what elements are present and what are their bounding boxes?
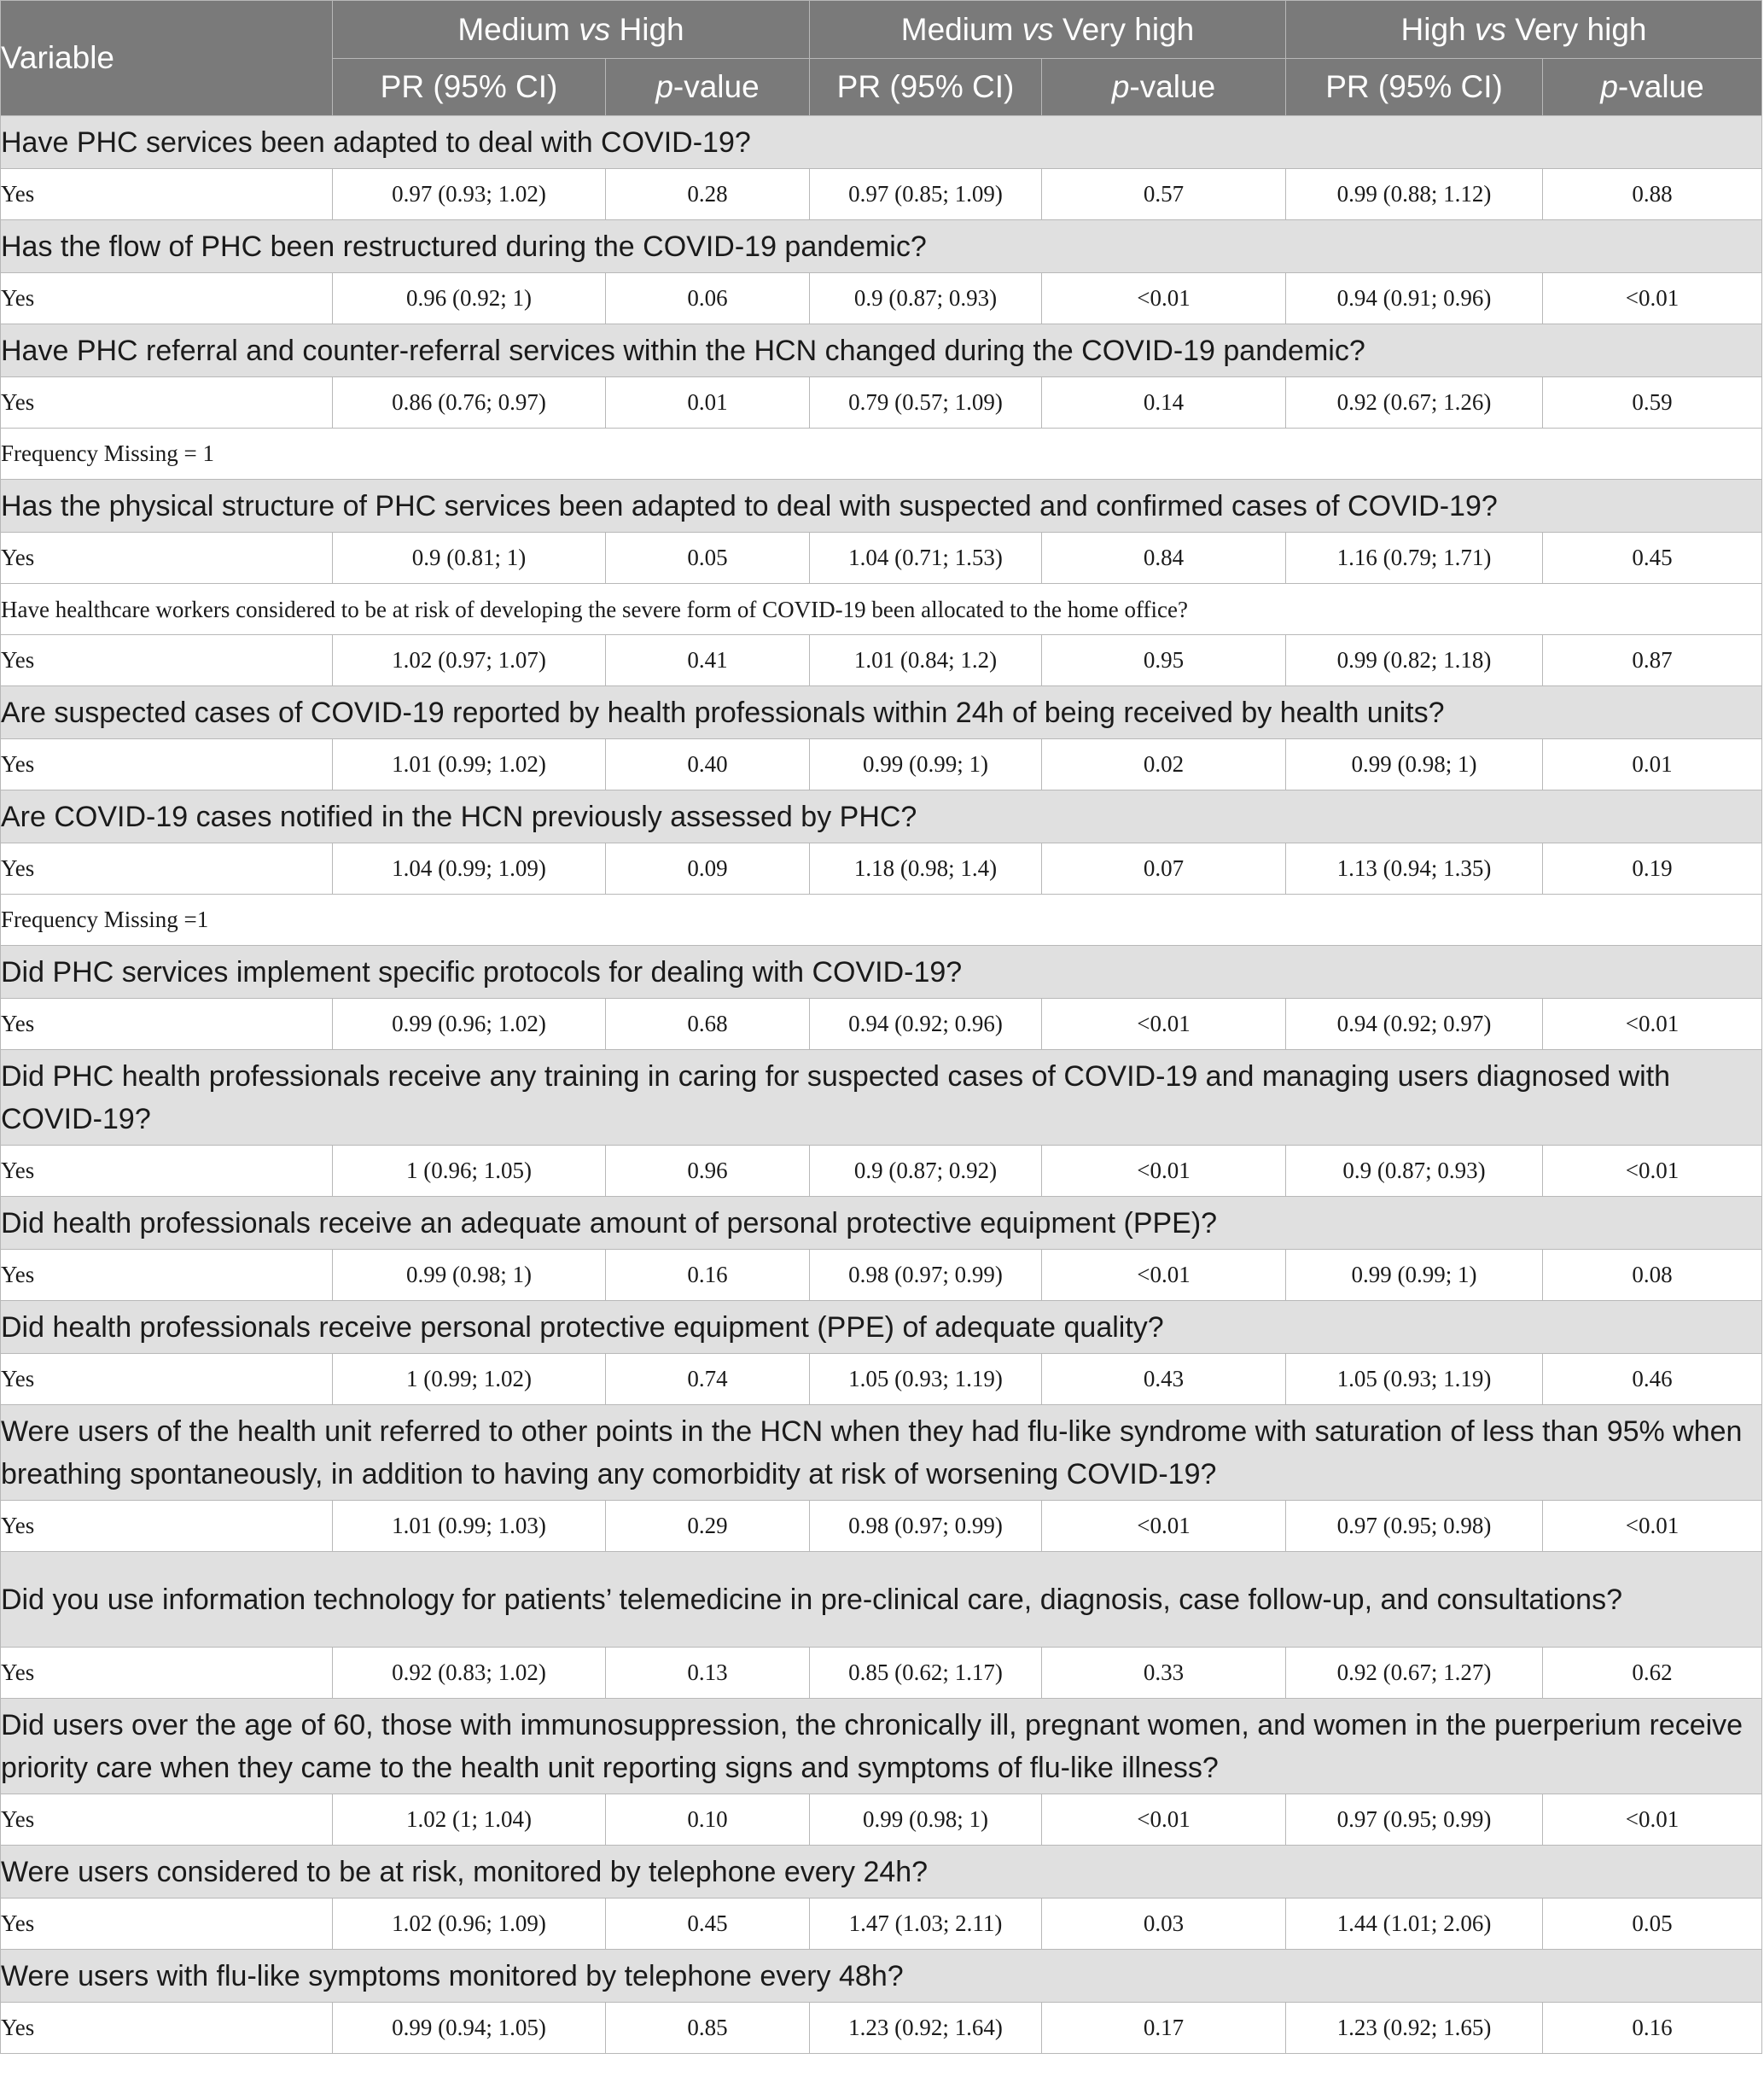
- table-row: [1, 273, 1762, 324]
- p-value-cell: <0.01: [1042, 1794, 1286, 1846]
- question-row: [1, 116, 1762, 169]
- question-row: [1, 1050, 1762, 1146]
- p-value-cell: 0.74: [606, 1354, 810, 1405]
- question-row: [1, 1950, 1762, 2003]
- p-suffix: -value: [672, 69, 760, 104]
- pr-cell: 1.04 (0.71; 1.53): [810, 533, 1042, 584]
- pr-cell: 1.01 (0.84; 1.2): [810, 635, 1042, 686]
- p-value-cell: <0.01: [1543, 1794, 1762, 1846]
- pr-cell: 0.96 (0.92; 1): [333, 273, 606, 324]
- p-value-cell: 0.02: [1042, 739, 1286, 790]
- row-label: Yes: [1, 169, 333, 220]
- p-value-cell: 0.95: [1042, 635, 1286, 686]
- pr-cell: 0.94 (0.91; 0.96): [1286, 273, 1543, 324]
- row-label: Yes: [1, 1648, 333, 1699]
- question-text: Did health professionals receive an adequate amount of personal protective equipment (PPE)?: [1, 1197, 1762, 1250]
- table-row: [1, 1648, 1762, 1699]
- question-row: [1, 1552, 1762, 1648]
- p-value-cell: <0.01: [1543, 999, 1762, 1050]
- pr-cell: 1.05 (0.93; 1.19): [1286, 1354, 1543, 1405]
- row-label: Yes: [1, 739, 333, 790]
- group-2-a: Medium: [900, 11, 1014, 47]
- p-value-cell: 0.05: [1543, 1899, 1762, 1950]
- table-row: [1, 1146, 1762, 1197]
- pr-cell: 0.86 (0.76; 0.97): [333, 377, 606, 429]
- pr-cell: 0.85 (0.62; 1.17): [810, 1648, 1042, 1699]
- p-value-cell: 0.43: [1042, 1354, 1286, 1405]
- question-text: Were users with flu-like symptoms monitored by telephone every 48h?: [1, 1950, 1762, 2003]
- group-header-1: [333, 1, 810, 59]
- p-value-cell: 0.09: [606, 843, 810, 895]
- missing-note: Frequency Missing =1: [1, 895, 1762, 946]
- p-value-cell: 0.16: [606, 1250, 810, 1301]
- p-suffix: -value: [1129, 69, 1216, 104]
- group-3-a: High: [1400, 11, 1466, 47]
- question-text: Did you use information technology for patients’ telemedicine in pre-clinical care, diagnosis, case follow-up, and consultations?: [1, 1552, 1762, 1648]
- note-row: [1, 895, 1762, 946]
- p-value-cell: 0.88: [1543, 169, 1762, 220]
- p-value-cell: <0.01: [1543, 273, 1762, 324]
- question-row: [1, 220, 1762, 273]
- pr-cell: 0.92 (0.67; 1.26): [1286, 377, 1543, 429]
- p-value-cell: <0.01: [1042, 999, 1286, 1050]
- p-value-cell: 0.13: [606, 1648, 810, 1699]
- pr-cell: 0.97 (0.95; 0.98): [1286, 1501, 1543, 1552]
- p-value-header: [1543, 59, 1762, 116]
- pr-cell: 0.97 (0.93; 1.02): [333, 169, 606, 220]
- pr-cell: 0.94 (0.92; 0.96): [810, 999, 1042, 1050]
- group-1-vs: vs: [579, 11, 611, 47]
- pr-cell: 0.97 (0.95; 0.99): [1286, 1794, 1543, 1846]
- p-value-cell: <0.01: [1543, 1146, 1762, 1197]
- group-3-vs: vs: [1474, 11, 1506, 47]
- pr-cell: 0.92 (0.83; 1.02): [333, 1648, 606, 1699]
- question-text: Have PHC referral and counter-referral services within the HCN changed during the COVID-19 pandemic?: [1, 324, 1762, 377]
- table-row: [1, 1354, 1762, 1405]
- pr-cell: 1.04 (0.99; 1.09): [333, 843, 606, 895]
- header-row-groups: [1, 1, 1762, 59]
- p-value-cell: 0.29: [606, 1501, 810, 1552]
- row-label: Yes: [1, 377, 333, 429]
- p-value-cell: 0.68: [606, 999, 810, 1050]
- pr-cell: 0.99 (0.99; 1): [810, 739, 1042, 790]
- row-label: Yes: [1, 1794, 333, 1846]
- question-text: Were users of the health unit referred to other points in the HCN when they had flu-like syndrome with saturation of less than 95% when breathing spontaneously, in addition to having any comorbidity at risk of worsening COVID-19?: [1, 1405, 1762, 1501]
- pr-cell: 1.23 (0.92; 1.64): [810, 2003, 1042, 2054]
- p-value-cell: 0.85: [606, 2003, 810, 2054]
- pr-cell: 1.02 (0.96; 1.09): [333, 1899, 606, 1950]
- group-1-a: Medium: [457, 11, 570, 47]
- table-row: [1, 1794, 1762, 1846]
- pr-cell: 0.94 (0.92; 0.97): [1286, 999, 1543, 1050]
- table-body: [1, 116, 1762, 2054]
- table-row: [1, 533, 1762, 584]
- pr-cell: 0.9 (0.87; 0.93): [810, 273, 1042, 324]
- table-row: [1, 2003, 1762, 2054]
- group-1-b: High: [619, 11, 684, 47]
- p-value-cell: 0.19: [1543, 843, 1762, 895]
- pr-cell: 0.99 (0.82; 1.18): [1286, 635, 1543, 686]
- question-text: Have PHC services been adapted to deal with COVID-19?: [1, 116, 1762, 169]
- question-text: Has the flow of PHC been restructured during the COVID-19 pandemic?: [1, 220, 1762, 273]
- row-label: Yes: [1, 1501, 333, 1552]
- question-row: [1, 946, 1762, 999]
- table-row: [1, 739, 1762, 790]
- pr-header: PR (95% CI): [333, 59, 606, 116]
- p-value-cell: 0.59: [1543, 377, 1762, 429]
- p-value-cell: 0.87: [1543, 635, 1762, 686]
- question-text: Are COVID-19 cases notified in the HCN previously assessed by PHC?: [1, 790, 1762, 843]
- group-3-b: Very high: [1515, 11, 1647, 47]
- p-value-cell: <0.01: [1042, 1250, 1286, 1301]
- pr-cell: 1.01 (0.99; 1.03): [333, 1501, 606, 1552]
- p-letter: p: [1111, 69, 1130, 104]
- question-text: Has the physical structure of PHC services been adapted to deal with suspected and confirmed cases of COVID-19?: [1, 480, 1762, 533]
- pr-cell: 0.99 (0.96; 1.02): [333, 999, 606, 1050]
- row-label: Yes: [1, 273, 333, 324]
- table-row: [1, 1501, 1762, 1552]
- pr-cell: 1 (0.99; 1.02): [333, 1354, 606, 1405]
- p-value-cell: 0.45: [606, 1899, 810, 1950]
- question-row: [1, 686, 1762, 739]
- p-value-cell: 0.41: [606, 635, 810, 686]
- pr-cell: 0.79 (0.57; 1.09): [810, 377, 1042, 429]
- pr-cell: 0.97 (0.85; 1.09): [810, 169, 1042, 220]
- group-2-vs: vs: [1022, 11, 1054, 47]
- p-value-cell: 0.40: [606, 739, 810, 790]
- p-value-cell: <0.01: [1042, 273, 1286, 324]
- table-row: [1, 999, 1762, 1050]
- pr-cell: 0.99 (0.98; 1): [810, 1794, 1042, 1846]
- row-label: Yes: [1, 1146, 333, 1197]
- pr-cell: 1.02 (0.97; 1.07): [333, 635, 606, 686]
- question-text: Are suspected cases of COVID-19 reported by health professionals within 24h of being received by health units?: [1, 686, 1762, 739]
- question-text: Did PHC health professionals receive any training in caring for suspected cases of COVID-19 and managing users diagnosed with COVID-19?: [1, 1050, 1762, 1146]
- question-text: Did health professionals receive personal protective equipment (PPE) of adequate quality?: [1, 1301, 1762, 1354]
- pr-cell: 0.99 (0.98; 1): [333, 1250, 606, 1301]
- p-value-cell: 0.05: [606, 533, 810, 584]
- table-row: [1, 169, 1762, 220]
- pr-cell: 1.44 (1.01; 2.06): [1286, 1899, 1543, 1950]
- p-value-cell: 0.10: [606, 1794, 810, 1846]
- pr-cell: 0.9 (0.87; 0.92): [810, 1146, 1042, 1197]
- p-value-header: [606, 59, 810, 116]
- pr-cell: 0.9 (0.81; 1): [333, 533, 606, 584]
- pr-cell: 1.18 (0.98; 1.4): [810, 843, 1042, 895]
- table-row: [1, 843, 1762, 895]
- pr-cell: 0.99 (0.88; 1.12): [1286, 169, 1543, 220]
- row-label: Yes: [1, 843, 333, 895]
- p-value-cell: 0.28: [606, 169, 810, 220]
- question-row: [1, 480, 1762, 533]
- pr-cell: 1 (0.96; 1.05): [333, 1146, 606, 1197]
- table-row: [1, 635, 1762, 686]
- p-value-cell: 0.01: [1543, 739, 1762, 790]
- p-value-cell: 0.46: [1543, 1354, 1762, 1405]
- group-header-2: [810, 1, 1286, 59]
- pr-cell: 0.9 (0.87; 0.93): [1286, 1146, 1543, 1197]
- p-value-cell: 0.06: [606, 273, 810, 324]
- pr-header: PR (95% CI): [810, 59, 1042, 116]
- question-row: [1, 1405, 1762, 1501]
- p-value-cell: 0.57: [1042, 169, 1286, 220]
- p-suffix: -value: [1617, 69, 1704, 104]
- pr-cell: 0.99 (0.99; 1): [1286, 1250, 1543, 1301]
- question-text: Did PHC services implement specific protocols for dealing with COVID-19?: [1, 946, 1762, 999]
- group-2-b: Very high: [1062, 11, 1195, 47]
- table-row: [1, 1899, 1762, 1950]
- p-value-cell: 0.45: [1543, 533, 1762, 584]
- pr-header: PR (95% CI): [1286, 59, 1543, 116]
- p-value-cell: <0.01: [1543, 1501, 1762, 1552]
- question-text: Have healthcare workers considered to be at risk of developing the severe form of COVID-19 been allocated to the home office?: [1, 584, 1762, 635]
- pr-cell: 1.23 (0.92; 1.65): [1286, 2003, 1543, 2054]
- p-value-cell: 0.84: [1042, 533, 1286, 584]
- question-row: [1, 584, 1762, 635]
- question-row: [1, 1197, 1762, 1250]
- table-row: [1, 377, 1762, 429]
- p-value-header: [1042, 59, 1286, 116]
- p-value-cell: <0.01: [1042, 1146, 1286, 1197]
- row-label: Yes: [1, 1354, 333, 1405]
- row-label: Yes: [1, 533, 333, 584]
- pr-cell: 0.99 (0.98; 1): [1286, 739, 1543, 790]
- p-value-cell: 0.16: [1543, 2003, 1762, 2054]
- pr-cell: 1.13 (0.94; 1.35): [1286, 843, 1543, 895]
- p-value-cell: 0.08: [1543, 1250, 1762, 1301]
- missing-note: Frequency Missing = 1: [1, 429, 1762, 480]
- pr-cell: 1.16 (0.79; 1.71): [1286, 533, 1543, 584]
- row-label: Yes: [1, 1899, 333, 1950]
- p-value-cell: 0.03: [1042, 1899, 1286, 1950]
- pr-cell: 1.47 (1.03; 2.11): [810, 1899, 1042, 1950]
- p-letter: p: [655, 69, 673, 104]
- question-row: [1, 1846, 1762, 1899]
- p-value-cell: 0.01: [606, 377, 810, 429]
- table-row: [1, 1250, 1762, 1301]
- variable-header: Variable: [1, 1, 333, 116]
- row-label: Yes: [1, 2003, 333, 2054]
- p-value-cell: 0.96: [606, 1146, 810, 1197]
- question-row: [1, 324, 1762, 377]
- question-text: Were users considered to be at risk, monitored by telephone every 24h?: [1, 1846, 1762, 1899]
- p-value-cell: 0.14: [1042, 377, 1286, 429]
- pr-cell: 1.02 (1; 1.04): [333, 1794, 606, 1846]
- pr-cell: 1.01 (0.99; 1.02): [333, 739, 606, 790]
- pr-cell: 0.92 (0.67; 1.27): [1286, 1648, 1543, 1699]
- pr-cell: 0.98 (0.97; 0.99): [810, 1250, 1042, 1301]
- question-row: [1, 1301, 1762, 1354]
- p-value-cell: 0.07: [1042, 843, 1286, 895]
- group-header-3: [1286, 1, 1762, 59]
- p-value-cell: 0.17: [1042, 2003, 1286, 2054]
- question-row: [1, 1699, 1762, 1794]
- pr-cell: 0.98 (0.97; 0.99): [810, 1501, 1042, 1552]
- row-label: Yes: [1, 999, 333, 1050]
- row-label: Yes: [1, 635, 333, 686]
- note-row: [1, 429, 1762, 480]
- question-text: Did users over the age of 60, those with immunosuppression, the chronically ill, pregnant women, and women in the puerperium receive priority care when they came to the health unit reporting signs and symptoms of flu-like illness?: [1, 1699, 1762, 1794]
- p-value-cell: <0.01: [1042, 1501, 1286, 1552]
- pr-cell: 0.99 (0.94; 1.05): [333, 2003, 606, 2054]
- question-row: [1, 790, 1762, 843]
- pr-cell: 1.05 (0.93; 1.19): [810, 1354, 1042, 1405]
- p-letter: p: [1600, 69, 1618, 104]
- p-value-cell: 0.62: [1543, 1648, 1762, 1699]
- p-value-cell: 0.33: [1042, 1648, 1286, 1699]
- row-label: Yes: [1, 1250, 333, 1301]
